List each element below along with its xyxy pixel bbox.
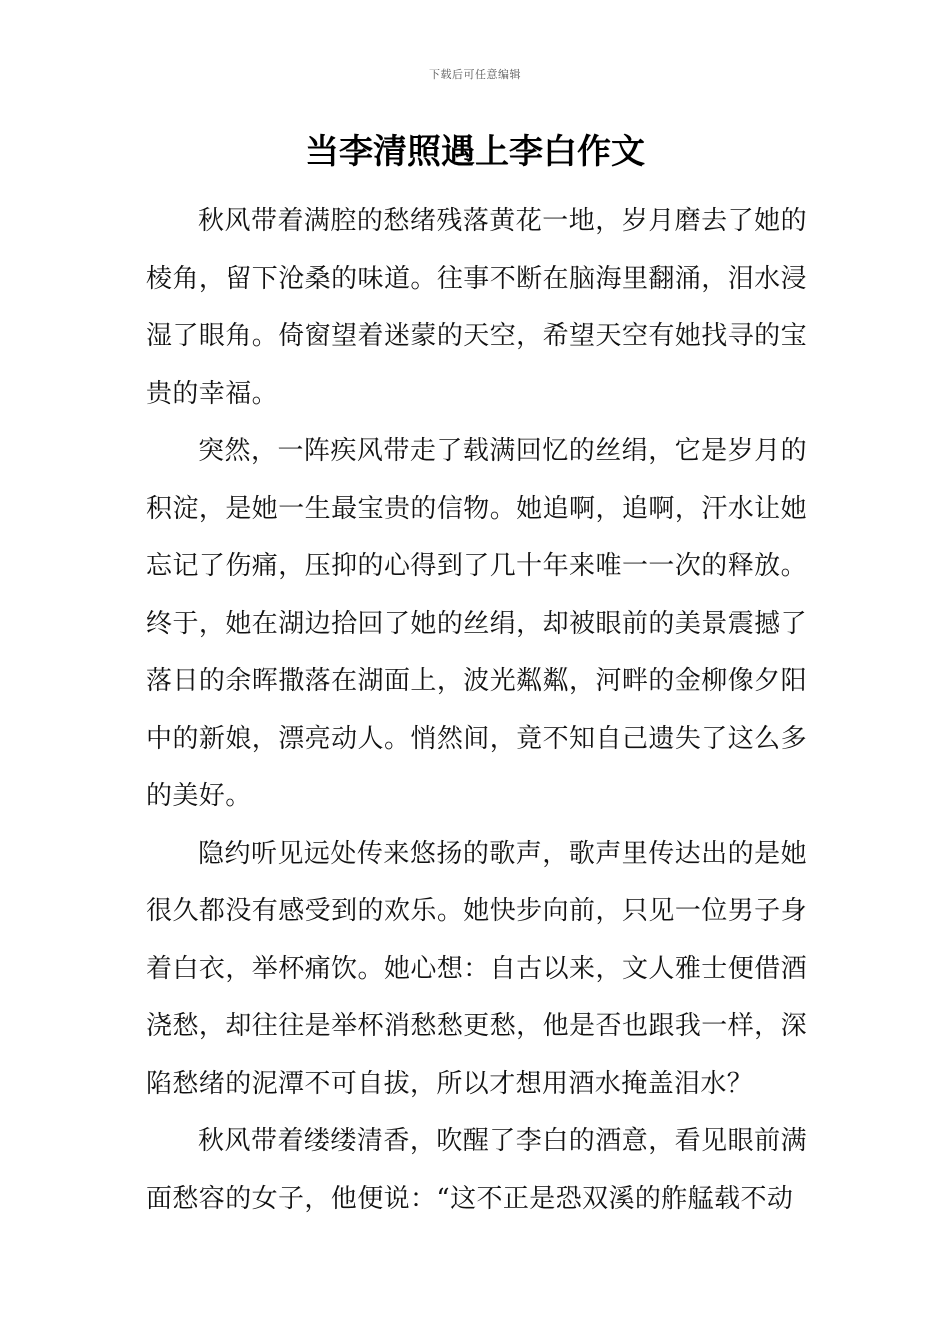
document-body	[146, 193, 807, 1228]
paragraph-1: 秋风带着满腔的愁绪残落黄花一地，岁月磨去了她的棱角，留下沧桑的味道。往事不断在脑海里翻涌，泪水浸湿了眼角。倚窗望着迷蒙的天空，希望天空有她找寻的宝贵的幸福。	[146, 206, 807, 409]
header-note: 下载后可任意编辑	[429, 68, 521, 81]
paragraph-2: 突然，一阵疾风带走了载满回忆的丝绢，它是岁月的积淀，是她一生最宝贵的信物。她追啊，追啊，汗水让她忘记了伤痛，压抑的心得到了几十年来唯一一次的释放。终于，她在湖边拾回了她的丝绢，却被眼前的美景震撼了落日的余晖撒落在湖面上，波光粼粼，河畔的金柳像夕阳中的新娘，漂亮动人。悄然间，竟不知自己遗失了这么多的美好。	[146, 436, 807, 811]
paragraph-3: 隐约听见远处传来悠扬的歌声，歌声里传达出的是她很久都没有感受到的欢乐。她快步向前，只见一位男子身着白衣，举杯痛饮。她心想：自古以来，文人雅士便借酒浇愁，却往往是举杯消愁愁更愁，他是否也跟我一样，深陷愁绪的泥潭不可自拔，所以才想用酒水掩盖泪水？	[146, 838, 807, 1099]
document-title: 当李清照遇上李白作文	[305, 132, 645, 172]
paragraph-4: 秋风带着缕缕清香，吹醒了李白的酒意，看见眼前满面愁容的女子，他便说：“这不正是恐双溪的舴艋载不动	[146, 1126, 807, 1214]
